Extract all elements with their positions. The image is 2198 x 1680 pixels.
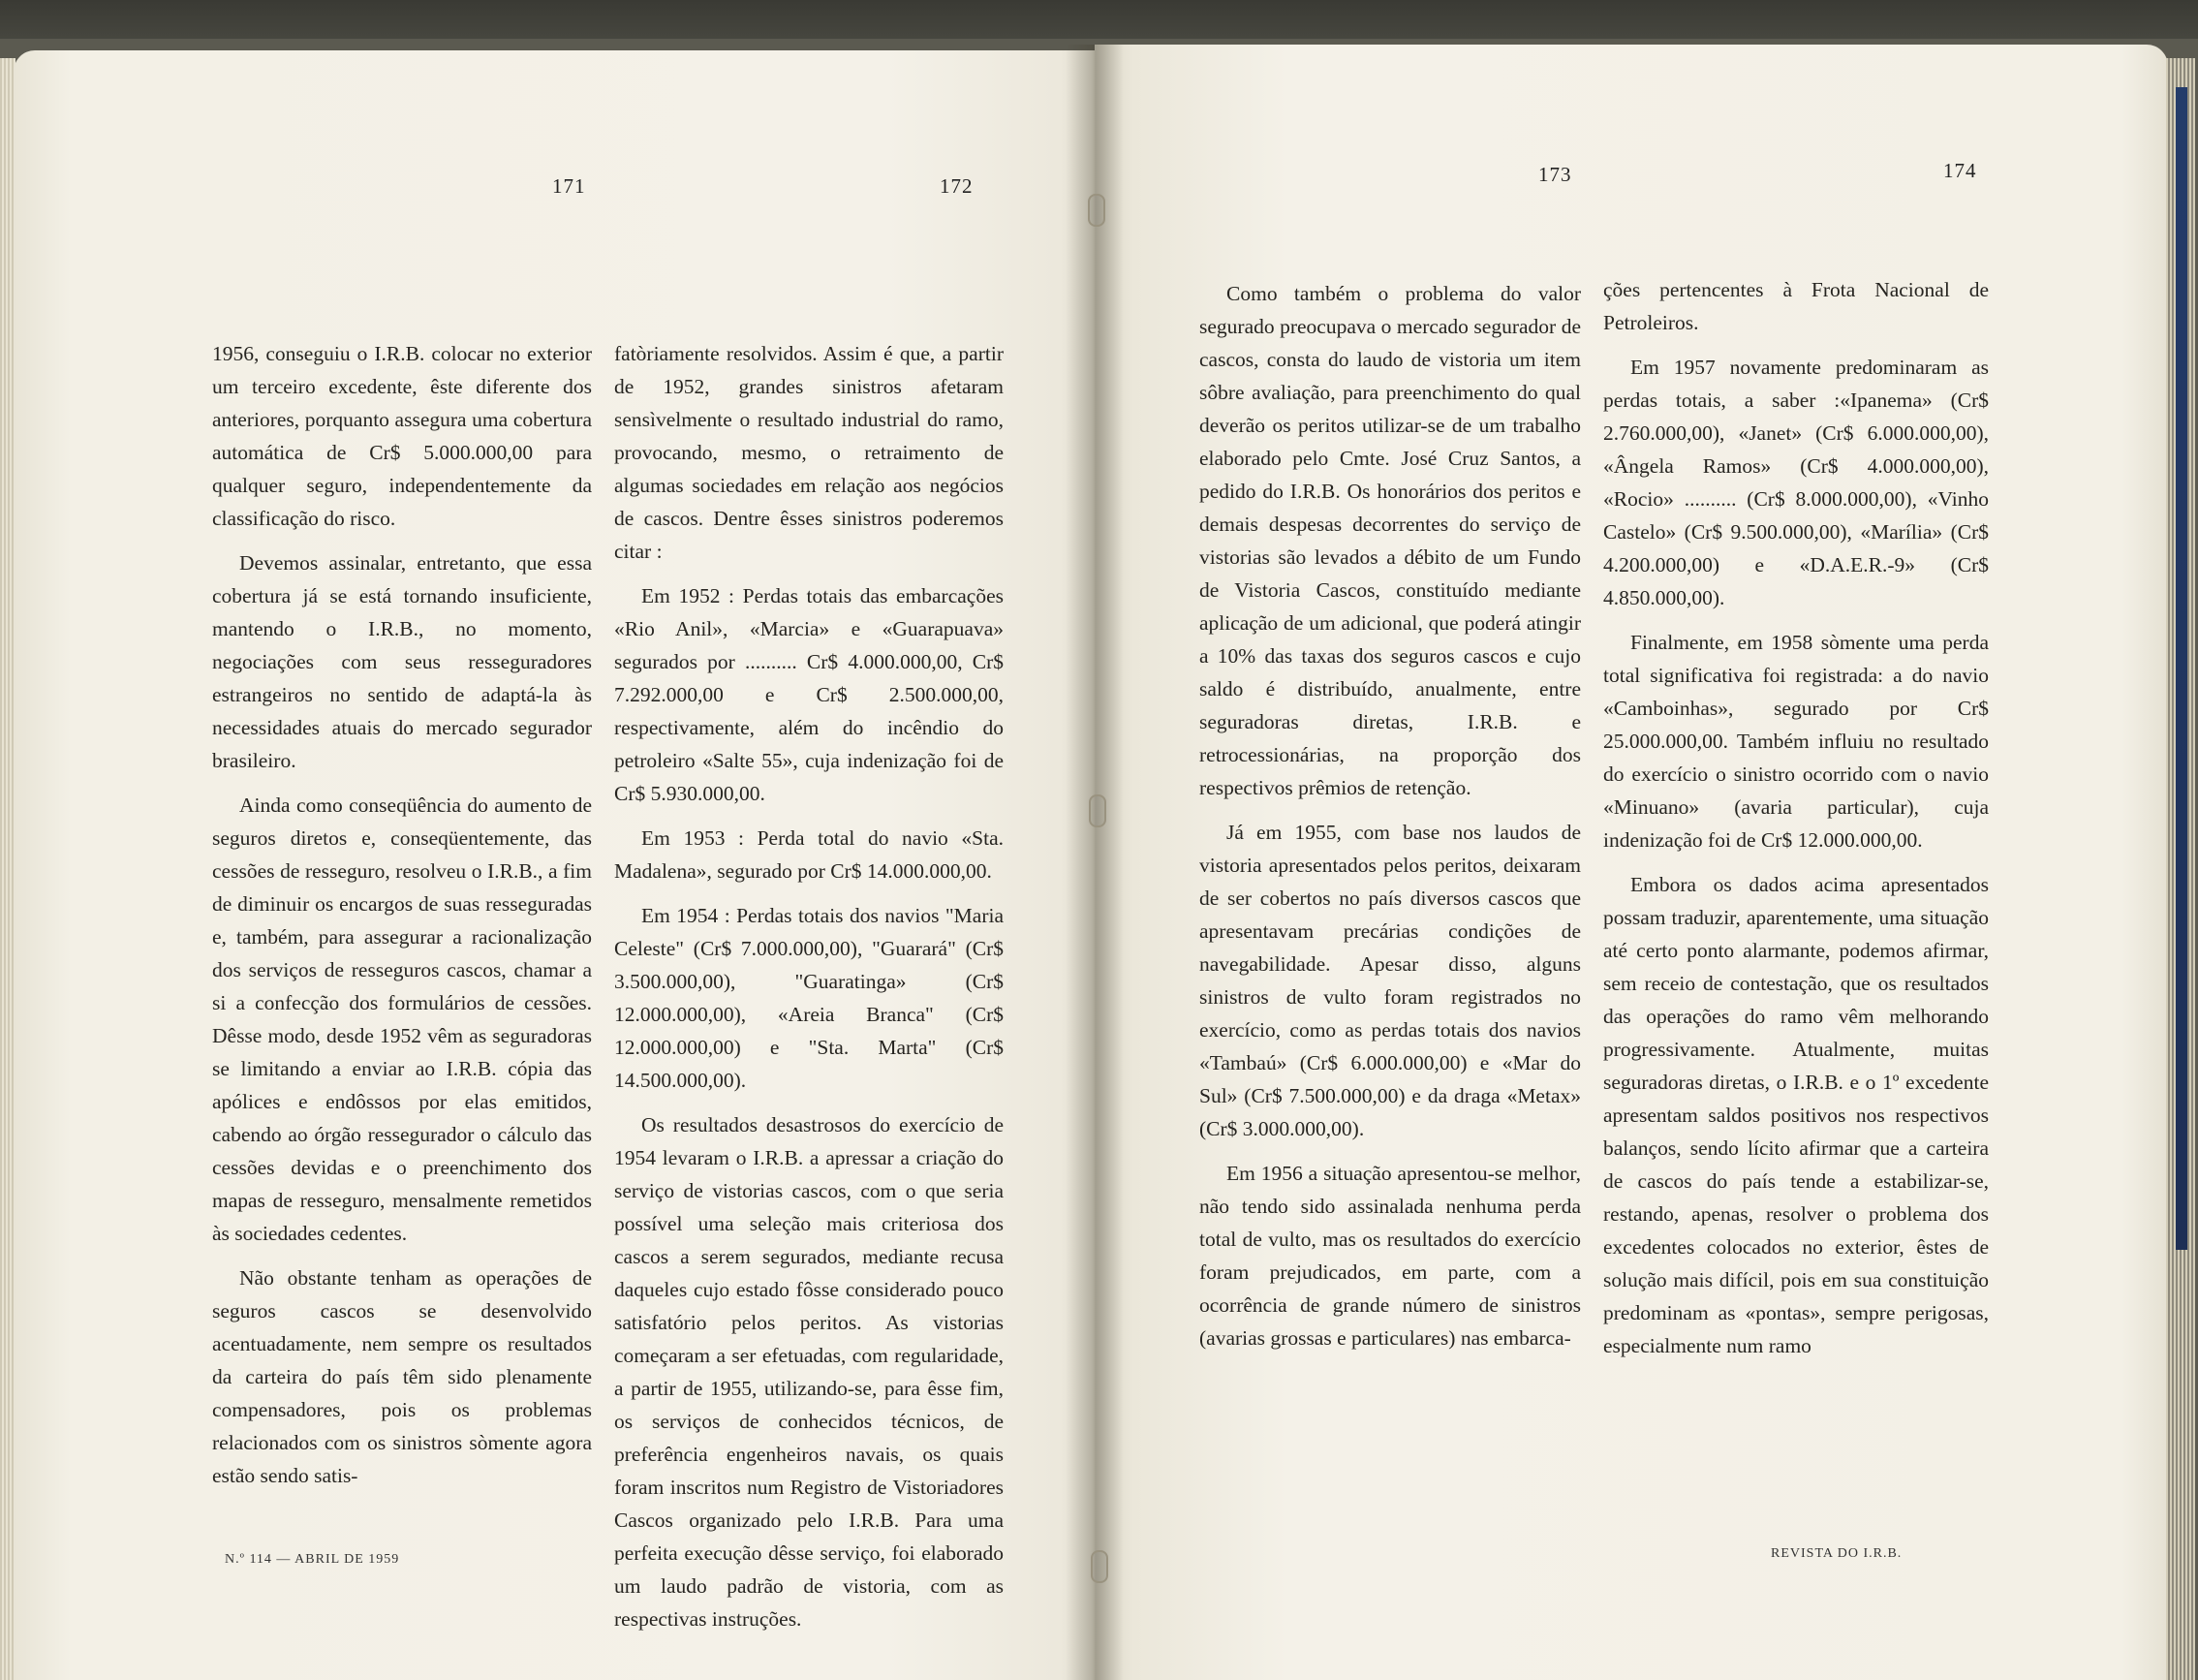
paragraph: Em 1953 : Perda total do navio «Sta. Madalena», segurado por Cr$ 14.000.000,00.	[614, 826, 1004, 883]
page-number-174: 174	[1943, 159, 1977, 182]
column-page-173	[1199, 277, 1581, 1366]
column-page-172	[614, 337, 1004, 1647]
paragraph: ções pertencentes à Frota Nacional de Petroleiros.	[1603, 278, 1989, 334]
page-number-173: 173	[1538, 163, 1572, 186]
paragraph: Não obstante tenham as operações de seguros cascos se desenvolvido acentuadamente, nem sempre os resultados da carteira do país têm sido plenamente compensadores, pois os problemas relacionados com os sinistros sòmente agora estão sendo satis-	[212, 1266, 592, 1487]
binding-thread-middle	[1089, 794, 1106, 827]
paragraph: Em 1956 a situação apresentou-se melhor, não tendo sido assinalada nenhuma perda total de vulto, mas os resultados do exercício foram prejudicados, em parte, com a ocorrência de grande número de sinistros (avarias grossas e particulares) nas embarca-	[1199, 1162, 1581, 1350]
paragraph: Devemos assinalar, entretanto, que essa cobertura já se está tornando insuficiente, mantendo o I.R.B., no momento, negociações com seus resseguradores estrangeiros no sentido de adaptá-la às necessidades atuais do mercado segurador brasileiro.	[212, 551, 592, 772]
paragraph: Finalmente, em 1958 sòmente uma perda total significativa foi registrada: a do navio «Camboinhas», segurado por Cr$ 25.000.000,00. Também influiu no resultado do exercício o sinistro ocorrido com o navio «Minuano» (avaria particular), cuja indenização foi de Cr$ 12.000.000,00.	[1603, 631, 1989, 852]
column-page-171	[212, 337, 592, 1504]
blue-spine-edge	[2176, 87, 2187, 1250]
column-page-174	[1603, 273, 1989, 1374]
paragraph: Em 1954 : Perdas totais dos navios "Maria Celeste" (Cr$ 7.000.000,00), "Guarará" (Cr$ 3.500.000,00), "Guaratinga» (Cr$ 12.000.000,00), «Areia Branca" (Cr$ 12.000.000,00) e "Sta. Marta" (Cr$ 14.500.000,00).	[614, 904, 1004, 1092]
gutter-shadow	[1066, 45, 1124, 1680]
binding-thread-top	[1088, 194, 1105, 227]
right-page	[1095, 45, 2168, 1680]
paragraph: Ainda como conseqüência do aumento de seguros diretos e, conseqüentemente, das cessões de resseguro, resolveu o I.R.B., a fim de diminuir os encargos de suas resseguradas e, também, para assegurar a racionalização dos serviços de resseguros cascos, chamar a si a confecção dos formulários de cessões. Dêsse modo, desde 1952 vêm as seguradoras se limitando a enviar ao I.R.B. cópia das apólices e endôssos por elas emitidos, cabendo ao órgão ressegurador o cálculo das cessões devidas e o preenchimento dos mapas de resseguro, mensalmente remetidos às sociedades cedentes.	[212, 793, 592, 1245]
paragraph: Em 1952 : Perdas totais das embarcações «Rio Anil», «Marcia» e «Guarapuava» segurados por .......... Cr$ 4.000.000,00, Cr$ 7.292.000,00 e Cr$ 2.500.000,00, respectivamente, além do incêndio do petroleiro «Salte 55», cuja indenização foi de Cr$ 5.930.000,00.	[614, 584, 1004, 805]
paragraph: Embora os dados acima apresentados possam traduzir, aparentemente, uma situação até certo ponto alarmante, podemos afirmar, sem receio de contestação, que os resultados das operações do ramo vêm melhorando progressivamente. Atualmente, muitas seguradoras diretas, o I.R.B. e o 1º excedente apresentam saldos positivos nos respectivos balanços, sendo lícito afirmar que a carteira de cascos do país tende a estabilizar-se, restando, apenas, resolver o problema dos excedentes colocados no exterior, êstes de solução mais difícil, pois em sua constituição predominam as «pontas», sempre perigosas, especialmente num ramo	[1603, 873, 1989, 1357]
binding-thread-bottom	[1091, 1550, 1108, 1583]
paragraph: 1956, conseguiu o I.R.B. colocar no exterior um terceiro excedente, êste diferente dos anteriores, porquanto assegura uma cobertura automática de Cr$ 5.000.000,00 para qualquer seguro, independentemente da classificação do risco.	[212, 342, 592, 530]
footer-journal-name: REVISTA DO I.R.B.	[1771, 1546, 1903, 1561]
page-number-171: 171	[552, 174, 586, 198]
paragraph: fatòriamente resolvidos. Assim é que, a partir de 1952, grandes sinistros afetaram sensìvelmente o resultado industrial do ramo, provocando, mesmo, o retraimento de algumas sociedades em relação aos negócios de cascos. Dentre êsses sinistros poderemos citar :	[614, 342, 1004, 563]
paragraph: Em 1957 novamente predominaram as perdas totais, a saber :«Ipanema» (Cr$ 2.760.000,00), «Janet» (Cr$ 6.000.000,00), «Ângela Ramos» (Cr$ 4.000.000,00), «Rocio» .......... (Cr$ 8.000.000,00), «Vinho Castelo» (Cr$ 9.500.000,00), «Marília» (Cr$ 4.200.000,00) e «D.A.E.R.-9» (Cr$ 4.850.000,00).	[1603, 356, 1989, 609]
left-page	[14, 50, 1095, 1680]
paragraph: Já em 1955, com base nos laudos de vistoria apresentados pelos peritos, deixaram de ser cobertos no país diversos cascos que apresentavam precárias condições de navegabilidade. Apesar disso, alguns sinistros de vulto foram registrados no exercício, como as perdas totais dos navios «Tambaú» (Cr$ 6.000.000,00) e «Mar do Sul» (Cr$ 7.500.000,00) e da draga «Metax» (Cr$ 3.000.000,00).	[1199, 821, 1581, 1140]
paragraph: Os resultados desastrosos do exercício de 1954 levaram o I.R.B. a apressar a criação do serviço de vistorias cascos, com o que seria possível uma seleção mais criteriosa dos cascos a serem segurados, mediante recusa daqueles cujo estado fôsse considerado pouco satisfatório pelos peritos. As vistorias começaram a ser efetuadas, com regularidade, a partir de 1955, utilizando-se, para êsse fim, os serviços de conhecidos técnicos, de preferência engenheiros navais, os quais foram inscritos num Registro de Vistoriadores Cascos organizado pelo I.R.B. Para uma perfeita execução dêsse serviço, foi elaborado um laudo padrão de vistoria, com as respectivas instruções.	[614, 1113, 1004, 1631]
paragraph: Como também o problema do valor segurado preocupava o mercado segurador de cascos, consta do laudo de vistoria um item sôbre avaliação, para preenchimento do qual deverão os peritos utilizar-se de um trabalho elaborado pelo Cmte. José Cruz Santos, a pedido do I.R.B. Os honorários dos peritos e demais despesas decorrentes do serviço de vistorias são levados a débito de um Fundo de Vistoria Cascos, constituído mediante aplicação de um adicional, que poderá atingir a 10% das taxas dos seguros cascos e cujo saldo é distribuído, anualmente, entre seguradoras diretas, I.R.B. e retrocessionárias, na proporção dos respectivos prêmios de retenção.	[1199, 282, 1581, 799]
footer-issue-date: N.º 114 — ABRIL DE 1959	[225, 1552, 400, 1567]
page-number-172: 172	[940, 174, 974, 198]
